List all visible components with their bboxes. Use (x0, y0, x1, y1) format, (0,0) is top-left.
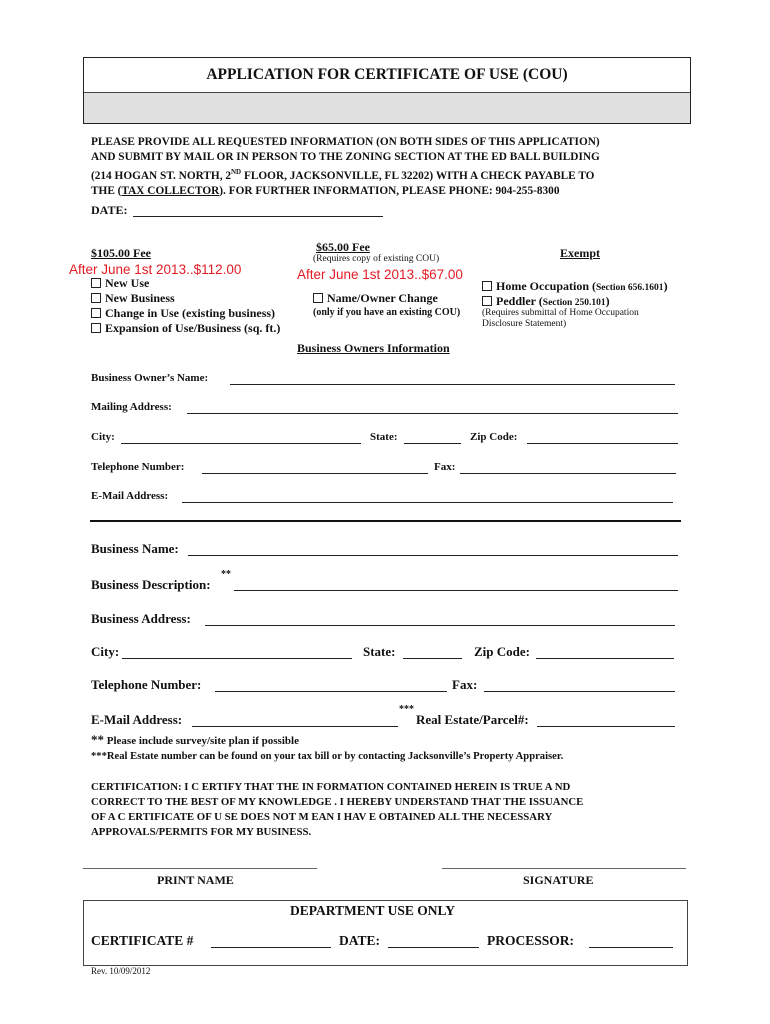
business-city-field[interactable] (122, 658, 352, 659)
fee-105-after: After June 1st 2013..$112.00 (69, 262, 242, 277)
department-use-title: DEPARTMENT USE ONLY (290, 903, 456, 918)
option-change-in-use[interactable]: Change in Use (existing business) (91, 306, 280, 321)
certificate-number-field[interactable] (211, 947, 331, 948)
signature-label: SIGNATURE (523, 873, 594, 887)
business-fax-field[interactable] (484, 691, 675, 692)
note-real-estate: ***Real Estate number can be found on your tax bill or by contacting Jacksonville’s Property Appraiser. (91, 751, 564, 762)
owner-name-label: Business Owner’s Name: (91, 372, 209, 384)
business-email-field[interactable] (192, 726, 398, 727)
checkbox-icon (482, 281, 492, 291)
business-city-label: City: (91, 644, 120, 659)
name-change-note: (only if you have an existing COU) (313, 307, 461, 318)
parcel-mark: *** (399, 704, 414, 715)
exempt-title: Exempt (560, 246, 600, 260)
fee-65-title: $65.00 Fee (316, 240, 370, 254)
checkbox-icon (91, 293, 101, 303)
business-state-field[interactable] (403, 658, 462, 659)
owner-city-field[interactable] (121, 443, 361, 444)
processor-field[interactable] (589, 947, 673, 948)
fee-105-title: $105.00 Fee (91, 246, 151, 260)
checkbox-icon (313, 293, 323, 303)
date-field[interactable] (133, 216, 383, 217)
dept-date-field[interactable] (388, 947, 479, 948)
business-state-label: State: (363, 644, 396, 659)
business-phone-field[interactable] (215, 691, 447, 692)
dept-date-label: DATE: (339, 933, 381, 948)
option-home-occupation[interactable]: Home Occupation (Section 656.1601) (482, 279, 668, 294)
option-new-use[interactable]: New Use (91, 276, 280, 291)
description-mark: ** (221, 569, 231, 580)
option-expansion[interactable]: Expansion of Use/Business (sq. ft.) (91, 321, 280, 336)
owners-heading: Business Owners Information (297, 341, 450, 355)
parcel-label: Real Estate/Parcel#: (416, 712, 529, 727)
business-description-field[interactable] (234, 590, 678, 591)
mailing-address-label: Mailing Address: (91, 401, 172, 413)
owner-email-label: E-Mail Address: (91, 490, 169, 502)
business-email-label: E-Mail Address: (91, 712, 183, 727)
checkbox-icon (91, 278, 101, 288)
business-zip-field[interactable] (536, 658, 674, 659)
fee-65-note: (Requires copy of existing COU) (313, 254, 440, 264)
option-peddler[interactable]: Peddler (Section 250.101) (482, 294, 610, 309)
business-fax-label: Fax: (452, 677, 478, 692)
fee-65-after: After June 1st 2013..$67.00 (297, 267, 463, 282)
title-gray-band (84, 93, 690, 123)
owner-state-field[interactable] (404, 443, 461, 444)
owner-email-field[interactable] (182, 502, 673, 503)
business-address-field[interactable] (205, 625, 675, 626)
checkbox-icon (482, 296, 492, 306)
business-name-field[interactable] (188, 555, 678, 556)
print-name-label: PRINT NAME (157, 873, 234, 887)
business-phone-label: Telephone Number: (91, 677, 202, 692)
parcel-field[interactable] (537, 726, 675, 727)
option-name-owner-change[interactable]: Name/Owner Change (313, 291, 438, 306)
checkbox-icon (91, 323, 101, 333)
print-name-line[interactable] (83, 868, 317, 869)
owner-zip-label: Zip Code: (470, 431, 518, 443)
mailing-address-field[interactable] (187, 413, 678, 414)
page-title: APPLICATION FOR CERTIFICATE OF USE (COU) (84, 58, 690, 93)
owner-city-label: City: (91, 431, 115, 443)
fee-105-options (91, 276, 280, 336)
title-box (83, 57, 691, 124)
owner-state-label: State: (370, 431, 398, 443)
business-name-label: Business Name: (91, 541, 179, 556)
business-zip-label: Zip Code: (474, 644, 530, 659)
date-label: DATE: (91, 203, 128, 217)
processor-label: PROCESSOR: (487, 933, 575, 948)
business-description-label: Business Description: (91, 577, 211, 592)
owner-zip-field[interactable] (527, 443, 678, 444)
option-new-business[interactable]: New Business (91, 291, 280, 306)
owner-name-field[interactable] (230, 384, 675, 385)
signature-line[interactable] (442, 868, 686, 869)
business-address-label: Business Address: (91, 611, 191, 626)
owner-fax-label: Fax: (434, 461, 456, 473)
certification-text: CERTIFICATION: I C ERTIFY THAT THE IN FORMATION CONTAINED HEREIN IS TRUE A ND CORRECT TO THE BEST OF MY KNOWLEDGE . I HEREBY UNDERSTAND THAT THE ISSUANCE OF A C ERTIFICATE OF U SE DOES NOT M EAN I HAV E OBTAINED ALL THE NECESSARY APPROVALS/PERMITS FOR MY BUSINESS. (91, 781, 584, 838)
section-divider (90, 520, 681, 522)
intro-paragraph: PLEASE PROVIDE ALL REQUESTED INFORMATION (ON BOTH SIDES OF THIS APPLICATION) AND SUBMIT BY MAIL OR IN PERSON TO THE ZONING SECTION AT THE ED BALL BUILDING (214 HOGAN ST. NORTH, 2ND FLOOR, JACKSONVILLE, FL 32202) WITH A CHECK PAYABLE TO THE (TAX COLLECTOR). FOR FURTHER INFORMATION, PLEASE PHONE: 904-255-8300 (91, 136, 600, 197)
owner-phone-field[interactable] (202, 473, 428, 474)
note-survey: ** Please include survey/site plan if possible (91, 732, 299, 747)
owner-fax-field[interactable] (460, 473, 676, 474)
checkbox-icon (91, 308, 101, 318)
certificate-number-label: CERTIFICATE # (91, 933, 194, 948)
owner-phone-label: Telephone Number: (91, 461, 185, 473)
home-occupation-note: (Requires submittal of Home Occupation Disclosure Statement) (482, 308, 639, 329)
revision-date: Rev. 10/09/2012 (91, 966, 151, 976)
